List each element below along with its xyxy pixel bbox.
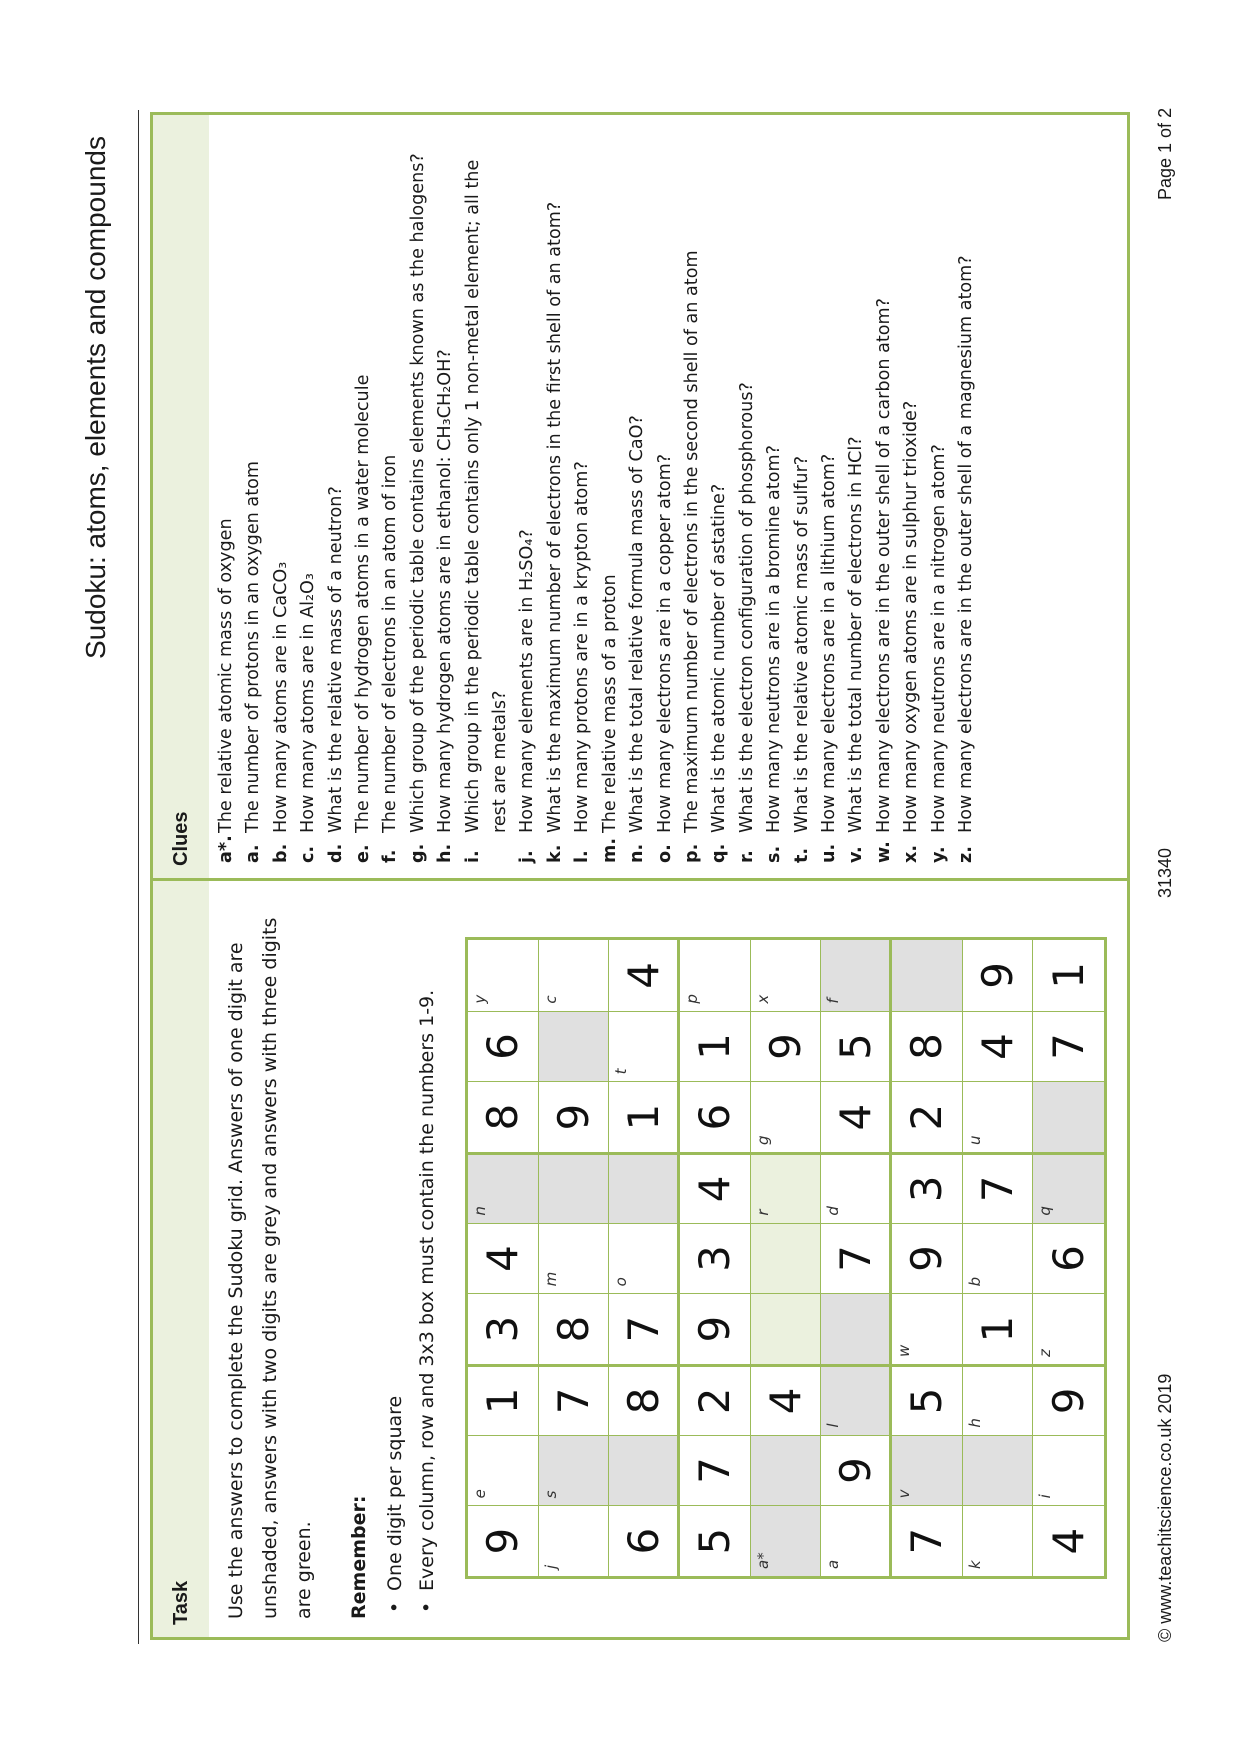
cell-digit: 4 [690, 1175, 740, 1203]
sudoku-cell[interactable] [1033, 1011, 1104, 1082]
cell-clue-label: f [824, 998, 843, 1004]
cell-clue-label: i [1036, 1494, 1055, 1499]
sudoku-cell[interactable] [609, 1152, 680, 1223]
cell-digit: 5 [690, 1527, 740, 1555]
clue-text: How many oxygen atoms are in sulphur trioxide? [901, 400, 922, 833]
clue-item [295, 123, 322, 863]
sudoku-cell[interactable] [468, 1152, 539, 1223]
clue-item [514, 123, 541, 863]
clue-text: How many electrons are in a lithium atom? [818, 453, 839, 833]
sudoku-cell[interactable] [1033, 1293, 1104, 1364]
clue-key: m. [599, 837, 620, 863]
sudoku-cell[interactable] [821, 1011, 892, 1082]
clue-text: What is the electron configuration of phosphorous? [736, 382, 757, 833]
clue-key: k. [544, 844, 565, 863]
clue-item [213, 123, 240, 863]
cell-digit: 3 [478, 1315, 528, 1343]
cell-clue-label: l [824, 1423, 843, 1428]
sudoku-cell[interactable] [468, 1293, 539, 1364]
sudoku-cell[interactable] [468, 1364, 539, 1435]
sudoku-cell[interactable] [468, 1223, 539, 1294]
sudoku-cell[interactable] [1033, 1435, 1104, 1506]
clue-key: v. [846, 846, 867, 863]
sudoku-cell[interactable] [680, 1011, 751, 1082]
clue-list [213, 123, 980, 863]
cell-digit: 6 [690, 1103, 740, 1131]
cell-clue-label: n [471, 1206, 489, 1216]
clue-item [843, 123, 870, 863]
cell-clue-label: w [894, 1344, 913, 1358]
clue-key: r. [736, 850, 757, 863]
cell-digit: 2 [902, 1103, 952, 1131]
clue-key: d. [325, 843, 346, 863]
clue-key: w. [873, 841, 894, 863]
cell-digit: 7 [690, 1457, 740, 1484]
clue-item [761, 123, 788, 863]
sudoku-grid [465, 937, 1107, 1579]
sudoku-cell[interactable] [963, 940, 1034, 1011]
cell-clue-label: c [541, 995, 560, 1004]
sudoku-cell[interactable] [892, 1505, 963, 1576]
clue-text: What is the atomic number of astatine? [709, 483, 730, 833]
cell-digit: 1 [618, 1103, 668, 1131]
cell-digit: 6 [618, 1527, 668, 1555]
clue-text: What is the maximum number of electrons in the first shell of an atom? [544, 201, 565, 833]
clue-key: o. [654, 844, 675, 863]
clue-item [542, 123, 569, 863]
sudoku-cell[interactable] [1033, 1223, 1104, 1294]
clue-text: The relative atomic mass of oxygen [216, 518, 236, 833]
remember-heading: Remember: [348, 1495, 370, 1619]
cell-digit: 9 [830, 1457, 880, 1484]
clues-heading: Clues [153, 115, 209, 878]
clue-text: The number of hydrogen atoms in a water molecule [353, 374, 374, 833]
sudoku-cell[interactable] [609, 1364, 680, 1435]
sudoku-cell[interactable] [539, 1435, 610, 1506]
clue-item [350, 123, 377, 863]
sudoku-cell[interactable] [821, 1364, 892, 1435]
clue-key: s. [764, 845, 785, 863]
cell-clue-label: p [682, 994, 701, 1004]
sudoku-cell[interactable] [680, 1505, 751, 1576]
cell-clue-label: y [471, 994, 489, 1004]
remember-item: • One digit per square [379, 889, 411, 1619]
cell-clue-label: q [1036, 1206, 1055, 1216]
sudoku-cell[interactable] [539, 1011, 610, 1082]
cell-digit: 1 [478, 1387, 528, 1415]
clue-text: The number of protons in an oxygen atom [243, 461, 264, 833]
cell-clue-label: d [824, 1206, 843, 1216]
clue-text: What is the total number of electrons in HCl? [846, 436, 867, 833]
cell-digit: 5 [902, 1387, 952, 1415]
sudoku-cell[interactable] [821, 1223, 892, 1294]
cell-digit: 4 [1044, 1527, 1094, 1555]
sudoku-cell[interactable] [680, 1364, 751, 1435]
clue-key: h. [435, 843, 456, 863]
sudoku-cell[interactable] [1033, 1505, 1104, 1576]
sudoku-cell[interactable] [963, 1081, 1034, 1152]
clue-item [871, 123, 898, 863]
clue-item [706, 123, 733, 863]
sudoku-cell[interactable] [1033, 1152, 1104, 1223]
sudoku-cell[interactable] [751, 1364, 822, 1435]
clue-text: How many atoms are in CaCO₃ [270, 561, 291, 833]
clue-text: Which group of the periodic table contains elements known as the halogens? [407, 153, 428, 833]
clue-text: How many protons are in a krypton atom? [572, 461, 593, 833]
cell-digit: 9 [548, 1103, 598, 1131]
sudoku-cell[interactable] [963, 1505, 1034, 1576]
cell-digit: 4 [830, 1103, 880, 1131]
clue-text: How many elements are in H₂SO₄? [517, 529, 538, 833]
sudoku-cell[interactable] [680, 940, 751, 1011]
clue-item [405, 123, 432, 863]
cell-digit: 1 [690, 1033, 740, 1060]
cell-clue-label: m [541, 1271, 560, 1287]
sudoku-cell[interactable] [751, 1011, 822, 1082]
cell-clue-label: h [965, 1418, 984, 1428]
sudoku-cell[interactable] [468, 940, 539, 1011]
cell-digit: 8 [478, 1103, 528, 1131]
footer-page-number: Page 1 of 2 [1155, 107, 1175, 200]
clue-key: y. [928, 846, 949, 863]
sudoku-cell[interactable] [751, 1505, 822, 1576]
clue-key: a. [243, 844, 264, 863]
cell-digit: 7 [1044, 1033, 1094, 1060]
cell-digit: 9 [760, 1033, 810, 1060]
clue-item [926, 123, 953, 863]
sudoku-cell[interactable] [892, 1081, 963, 1152]
sudoku-cell[interactable] [751, 1435, 822, 1506]
cell-digit: 4 [478, 1245, 528, 1272]
clue-text: How many neutrons are in a bromine atom? [764, 445, 785, 833]
clue-item [816, 123, 843, 863]
sudoku-cell[interactable] [892, 1011, 963, 1082]
clue-item [569, 123, 596, 863]
sudoku-cell[interactable] [963, 1223, 1034, 1294]
sudoku-cell[interactable] [468, 1435, 539, 1506]
sudoku-cell[interactable] [963, 1293, 1034, 1364]
cell-digit: 7 [972, 1175, 1022, 1203]
clue-key: n. [627, 843, 648, 863]
clue-item [460, 123, 515, 863]
sudoku-cell[interactable] [680, 1293, 751, 1364]
cell-clue-label: s [541, 1490, 560, 1499]
clue-text: How many atoms are in Al₂O₃ [298, 573, 319, 833]
sudoku-cell[interactable] [609, 1505, 680, 1576]
clue-item [240, 123, 267, 863]
sudoku-cell[interactable] [963, 1364, 1034, 1435]
sudoku-cell[interactable] [468, 1081, 539, 1152]
cell-digit: 9 [1044, 1387, 1094, 1415]
cell-digit: 1 [972, 1315, 1022, 1343]
sudoku-cell[interactable] [680, 1223, 751, 1294]
clue-item [953, 123, 980, 863]
sudoku-cell[interactable] [963, 1435, 1034, 1506]
sudoku-cell[interactable] [539, 940, 610, 1011]
cell-digit: 4 [972, 1033, 1022, 1060]
clue-text: How many neutrons are in a nitrogen atom? [928, 444, 949, 833]
cell-clue-label: v [894, 1489, 913, 1499]
clue-text: What is the relative mass of a neutron? [325, 486, 346, 833]
clue-text: How many electrons are in the outer shell of a carbon atom? [873, 297, 894, 833]
cell-clue-label: u [965, 1135, 984, 1146]
cell-digit: 9 [972, 961, 1022, 989]
sudoku-cell[interactable] [539, 1505, 610, 1576]
clue-key: f. [380, 849, 401, 863]
sudoku-cell[interactable] [963, 1011, 1034, 1082]
sudoku-cell[interactable] [539, 1293, 610, 1364]
clue-text: How many electrons are in a copper atom? [654, 453, 675, 833]
clue-key: g. [407, 843, 428, 863]
sudoku-cell[interactable] [751, 1152, 822, 1223]
clue-item [323, 123, 350, 863]
cell-digit: 7 [548, 1387, 598, 1415]
sudoku-cell[interactable] [821, 1435, 892, 1506]
sudoku-cell[interactable] [892, 1435, 963, 1506]
cell-clue-label: e [471, 1489, 489, 1499]
clue-text: How many electrons are in the outer shell of a magnesium atom? [955, 255, 976, 833]
sudoku-cell[interactable] [1033, 1081, 1104, 1152]
sudoku-cell[interactable] [892, 1293, 963, 1364]
clue-item [268, 123, 295, 863]
cell-digit: 9 [902, 1245, 952, 1272]
cell-digit: 3 [690, 1245, 740, 1272]
cell-digit: 2 [690, 1387, 740, 1415]
cell-digit: 8 [548, 1315, 598, 1343]
sudoku-cell[interactable] [892, 1223, 963, 1294]
clue-text: The maximum number of electrons in the second shell of an atom [681, 250, 702, 833]
cell-clue-label: k [965, 1560, 984, 1569]
sudoku-cell[interactable] [609, 940, 680, 1011]
clue-text: How many hydrogen atoms are in ethanol: CH₃CH₂OH? [435, 349, 456, 833]
sudoku-cell[interactable] [892, 1364, 963, 1435]
worksheet-frame [150, 112, 1130, 1640]
sudoku-cell[interactable] [821, 1505, 892, 1576]
clue-key: z. [955, 846, 976, 863]
cell-digit: 7 [830, 1245, 880, 1272]
cell-clue-label: j [541, 1564, 560, 1569]
clue-key: t. [791, 847, 812, 863]
clue-text: The number of electrons in an atom of iron [380, 454, 401, 833]
clue-item [652, 123, 679, 863]
clue-key: e. [353, 844, 374, 863]
clue-text: What is the total relative formula mass of CaO? [627, 415, 648, 833]
remember-item: • Every column, row and 3x3 box must contain the numbers 1-9. [411, 889, 443, 1619]
cell-digit: 7 [902, 1527, 952, 1555]
clue-key: x. [901, 844, 922, 863]
clue-item [789, 123, 816, 863]
sudoku-cell[interactable] [821, 940, 892, 1011]
cell-digit: 7 [618, 1315, 668, 1343]
sudoku-cell[interactable] [539, 1152, 610, 1223]
sudoku-cell[interactable] [1033, 1364, 1104, 1435]
sudoku-cell[interactable] [680, 1435, 751, 1506]
cell-digit: 4 [760, 1387, 810, 1415]
clue-item [597, 123, 624, 863]
sudoku-cell[interactable] [539, 1223, 610, 1294]
cell-clue-label: t [612, 1068, 631, 1075]
task-heading: Task [153, 881, 209, 1637]
sudoku-cell[interactable] [609, 1223, 680, 1294]
cell-clue-label: a* [753, 1552, 772, 1569]
sudoku-cell[interactable] [609, 1435, 680, 1506]
sudoku-cell[interactable] [539, 1364, 610, 1435]
cell-digit: 1 [1044, 961, 1094, 989]
cell-digit: 9 [690, 1315, 740, 1343]
clue-key: q. [709, 843, 730, 863]
footer-resource-code: 31340 [1155, 847, 1175, 898]
clue-key: a*. [216, 835, 236, 863]
cell-clue-label: b [965, 1276, 984, 1287]
column-divider [153, 878, 1127, 881]
cell-digit: 8 [902, 1033, 952, 1060]
sudoku-cell[interactable] [609, 1293, 680, 1364]
sudoku-cell[interactable] [468, 1505, 539, 1576]
sudoku-cell[interactable] [751, 1223, 822, 1294]
sudoku-cell[interactable] [892, 940, 963, 1011]
sudoku-cell[interactable] [609, 1011, 680, 1082]
clue-text: What is the relative atomic mass of sulfur? [791, 455, 812, 833]
cell-clue-label: x [753, 994, 772, 1004]
clue-key: j. [517, 850, 538, 863]
clue-key: i. [462, 850, 483, 863]
sudoku-cell[interactable] [751, 1081, 822, 1152]
clue-item [679, 123, 706, 863]
clue-item [624, 123, 651, 863]
cell-digit: 9 [478, 1527, 528, 1555]
cell-clue-label: g [753, 1135, 772, 1146]
cell-digit: 4 [618, 961, 668, 989]
sudoku-cell[interactable] [821, 1081, 892, 1152]
sudoku-cell[interactable] [751, 1293, 822, 1364]
sudoku-cell[interactable] [1033, 940, 1104, 1011]
task-instructions: Use the answers to complete the Sudoku grid. Answers of one digit are unshaded, answers with two digits are grey and answers with three digits are green. [225, 917, 315, 1619]
sudoku-cell[interactable] [963, 1152, 1034, 1223]
clue-key: u. [818, 843, 839, 863]
clue-text: The relative mass of a proton [599, 574, 620, 833]
cell-digit: 5 [830, 1033, 880, 1060]
clue-item [734, 123, 761, 863]
clue-item [432, 123, 459, 863]
cell-digit: 6 [478, 1033, 528, 1060]
clue-key: p. [681, 843, 702, 863]
cell-clue-label: r [753, 1209, 772, 1216]
clue-key: b. [270, 843, 291, 863]
cell-digit: 6 [1044, 1245, 1094, 1272]
clue-item [377, 123, 404, 863]
title-rule [138, 110, 139, 1644]
sudoku-cell[interactable] [821, 1152, 892, 1223]
remember-list [379, 889, 443, 1619]
page-title: Sudoku: atoms, elements and compounds [80, 136, 111, 659]
sudoku-cell[interactable] [468, 1011, 539, 1082]
clue-key: l. [572, 850, 593, 863]
cell-digit: 3 [902, 1175, 952, 1203]
cell-digit: 8 [618, 1387, 668, 1415]
cell-clue-label: o [612, 1277, 631, 1287]
clue-item [898, 123, 925, 863]
sudoku-cell[interactable] [751, 940, 822, 1011]
clue-key: c. [298, 845, 319, 863]
cell-clue-label: z [1036, 1349, 1055, 1358]
sudoku-cell[interactable] [821, 1293, 892, 1364]
sudoku-cell[interactable] [892, 1152, 963, 1223]
sudoku-cell[interactable] [680, 1152, 751, 1223]
footer-copyright: © www.teachitscience.co.uk 2019 [1155, 1373, 1175, 1642]
cell-clue-label: a [824, 1559, 843, 1569]
sudoku-cell[interactable] [539, 1081, 610, 1152]
sudoku-cell[interactable] [609, 1081, 680, 1152]
clue-text: Which group in the periodic table contains only 1 non-metal element; all the rest are metals? [462, 159, 511, 833]
sudoku-cell[interactable] [680, 1081, 751, 1152]
